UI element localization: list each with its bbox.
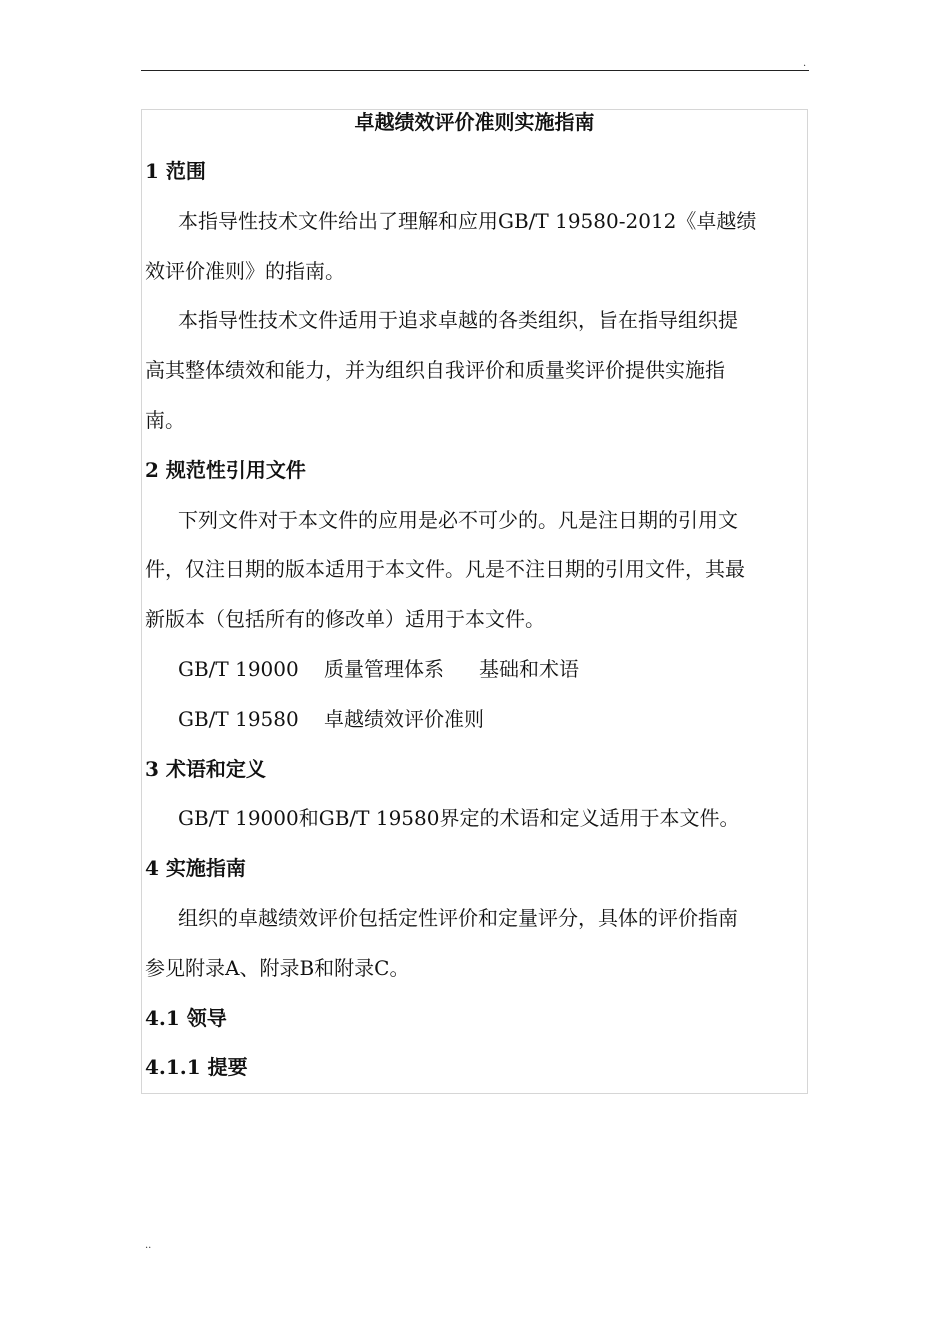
section-2-heading: 2 规范性引用文件 bbox=[145, 458, 306, 482]
reference-code: GB/T 19000 bbox=[178, 657, 299, 681]
document-title: 卓越绩效评价准则实施指南 bbox=[354, 110, 595, 134]
reference-item bbox=[178, 705, 484, 733]
reference-subtitle: 基础和术语 bbox=[479, 657, 579, 681]
paragraph-line: 组织的卓越绩效评价包括定性评价和定量评分，具体的评价指南 bbox=[178, 906, 738, 930]
paragraph-line: GB/T 19000和GB/T 19580界定的术语和定义适用于本文件。 bbox=[178, 806, 740, 830]
reference-name: 卓越绩效评价准则 bbox=[324, 707, 484, 731]
paragraph-line: 参见附录A、附录B和附录C。 bbox=[145, 956, 410, 980]
section-4-heading: 4 实施指南 bbox=[145, 856, 246, 880]
paragraph-line: 件，仅注日期的版本适用于本文件。凡是不注日期的引用文件，其最 bbox=[145, 557, 745, 581]
section-3-heading: 3 术语和定义 bbox=[145, 757, 266, 781]
paragraph-line: 下列文件对于本文件的应用是必不可少的。凡是注日期的引用文 bbox=[178, 508, 738, 532]
header-rule bbox=[141, 70, 809, 71]
section-4-1-heading: 4.1 领导 bbox=[145, 1006, 227, 1030]
section-1-heading: 1 范围 bbox=[145, 159, 206, 183]
header-mark: . bbox=[803, 58, 807, 69]
reference-code: GB/T 19580 bbox=[178, 707, 299, 731]
paragraph-line: 本指导性技术文件给出了理解和应用GB/T 19580-2012《卓越绩 bbox=[178, 209, 757, 233]
reference-name: 质量管理体系 bbox=[324, 657, 444, 681]
reference-item bbox=[178, 655, 579, 683]
paragraph-line: 效评价准则》的指南。 bbox=[145, 259, 345, 283]
paragraph-line: 高其整体绩效和能力，并为组织自我评价和质量奖评价提供实施指 bbox=[145, 358, 725, 382]
footer-mark: .. bbox=[145, 1240, 152, 1251]
paragraph-line: 本指导性技术文件适用于追求卓越的各类组织，旨在指导组织提 bbox=[178, 308, 738, 332]
paragraph-line: 南。 bbox=[145, 408, 185, 432]
paragraph-line: 新版本（包括所有的修改单）适用于本文件。 bbox=[145, 607, 545, 631]
section-4-1-1-heading: 4.1.1 提要 bbox=[145, 1055, 248, 1079]
